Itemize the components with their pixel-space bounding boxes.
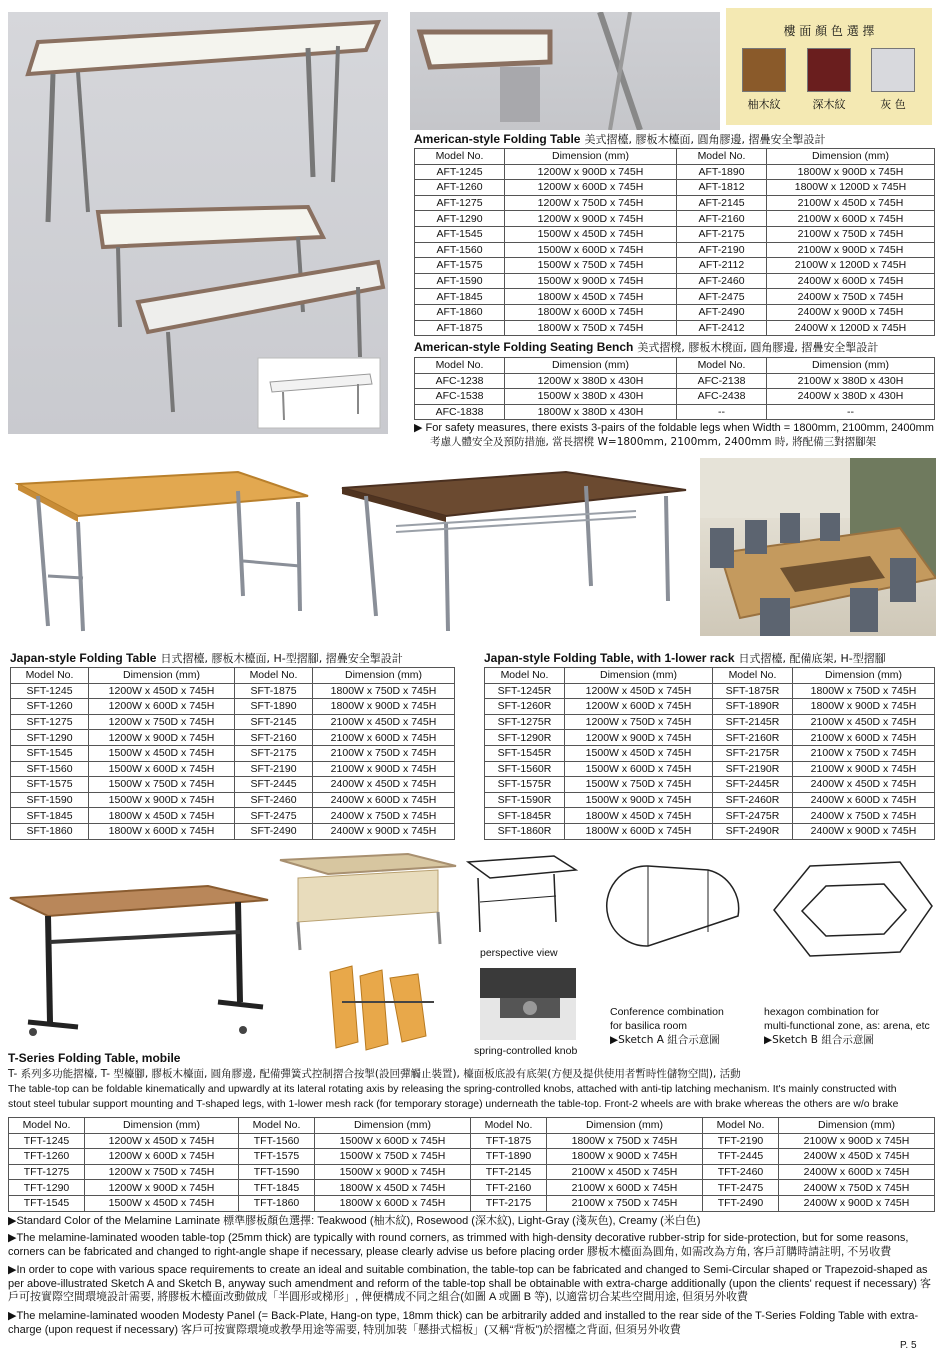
- t-series-table-photo: [8, 872, 270, 1040]
- column-header: Model No.: [415, 149, 505, 165]
- dimension-cell: 1200W x 600D x 745H: [89, 699, 235, 715]
- table-row: [415, 211, 935, 227]
- american-bench-title: American-style Folding Seating Bench 美式摺櫈, 膠板木櫈面, 圓角膠邊, 摺疊安全掣設計: [414, 340, 879, 354]
- column-header: Model No.: [703, 1118, 779, 1134]
- model-no-cell: TFT-1575: [239, 1149, 315, 1165]
- dimension-cell: --: [767, 404, 935, 420]
- table-header-row: [415, 358, 935, 374]
- model-no-cell: --: [677, 404, 767, 420]
- dimension-cell: 2400W x 750D x 745H: [767, 289, 935, 305]
- t-series-desc-en-1: The table-top can be foldable kinematically and upwardly at its lateral rotating axis by releasing the spring-controlled knobs, attached with anti-tip latching mechanism. It's mainly constructed with: [8, 1084, 897, 1095]
- model-no-cell: AFT-2190: [677, 242, 767, 258]
- model-no-cell: AFT-2145: [677, 195, 767, 211]
- model-no-cell: SFT-2160R: [713, 730, 793, 746]
- model-no-cell: SFT-2175R: [713, 745, 793, 761]
- dimension-cell: 1200W x 750D x 745H: [505, 195, 677, 211]
- model-no-cell: SFT-1245: [11, 683, 89, 699]
- column-header: Dimension (mm): [565, 668, 713, 684]
- model-no-cell: AFC-1238: [415, 373, 505, 389]
- table-row: [415, 242, 935, 258]
- table-row: [415, 180, 935, 196]
- sketch-b-hexagon: [760, 856, 936, 972]
- model-no-cell: AFT-1290: [415, 211, 505, 227]
- table-row: [415, 389, 935, 405]
- model-no-cell: SFT-1590: [11, 792, 89, 808]
- dimension-cell: 1800W x 900D x 745H: [793, 699, 935, 715]
- model-no-cell: SFT-2175: [235, 745, 313, 761]
- model-no-cell: AFT-1560: [415, 242, 505, 258]
- gray-swatch: [871, 48, 915, 92]
- model-no-cell: AFT-2490: [677, 304, 767, 320]
- dimension-cell: 2100W x 750D x 745H: [547, 1195, 703, 1211]
- table-header-row: [11, 668, 455, 684]
- model-no-cell: TFT-1290: [9, 1180, 85, 1196]
- dimension-cell: 1500W x 750D x 745H: [89, 777, 235, 793]
- dimension-cell: 1200W x 750D x 745H: [89, 714, 235, 730]
- table-row: [485, 699, 935, 715]
- american-table-title: American-style Folding Table 美式摺檯, 膠板木檯面, 圓角膠邊, 摺疊安全掣設計: [414, 132, 826, 146]
- column-header: Dimension (mm): [85, 1118, 239, 1134]
- model-no-cell: AFT-1545: [415, 226, 505, 242]
- model-no-cell: SFT-1845R: [485, 808, 565, 824]
- dimension-cell: 1200W x 600D x 745H: [565, 699, 713, 715]
- column-header: Dimension (mm): [505, 358, 677, 374]
- column-header: Model No.: [11, 668, 89, 684]
- dimension-cell: 2100W x 900D x 745H: [779, 1133, 935, 1149]
- dimension-cell: 1500W x 380D x 430H: [505, 389, 677, 405]
- model-no-cell: SFT-2445R: [713, 777, 793, 793]
- table-row: [485, 792, 935, 808]
- model-no-cell: TFT-2190: [703, 1133, 779, 1149]
- dimension-cell: 1500W x 450D x 745H: [89, 745, 235, 761]
- table-row: [415, 289, 935, 305]
- japan-table-title: Japan-style Folding Table 日式摺檯, 膠板木檯面, H-型摺腳, 摺疊安全掣設計: [10, 651, 403, 665]
- model-no-cell: SFT-1260: [11, 699, 89, 715]
- table-row: [415, 258, 935, 274]
- table-row: [415, 195, 935, 211]
- dimension-cell: 2400W x 900D x 745H: [779, 1195, 935, 1211]
- dimension-cell: 2100W x 450D x 745H: [547, 1164, 703, 1180]
- japan-table-photo: [8, 466, 328, 636]
- dimension-cell: 1800W x 1200D x 745H: [767, 180, 935, 196]
- table-header-row: [485, 668, 935, 684]
- column-header: Dimension (mm): [767, 149, 935, 165]
- column-header: Dimension (mm): [767, 358, 935, 374]
- model-no-cell: TFT-1860: [239, 1195, 315, 1211]
- model-no-cell: SFT-2475: [235, 808, 313, 824]
- model-no-cell: SFT-1860: [11, 823, 89, 839]
- table-row: [9, 1133, 935, 1149]
- dimension-cell: 1500W x 900D x 745H: [505, 273, 677, 289]
- model-no-cell: AFT-1590: [415, 273, 505, 289]
- table-row: [485, 808, 935, 824]
- dimension-cell: 1800W x 750D x 745H: [547, 1133, 703, 1149]
- dimension-cell: 2100W x 600D x 745H: [793, 730, 935, 746]
- column-header: Dimension (mm): [547, 1118, 703, 1134]
- dimension-cell: 1200W x 600D x 745H: [505, 180, 677, 196]
- round-corner-note: ▶The melamine-laminated wooden table-top (25mm thick) are typically with round corners, as trimmed with high-density decorative rubber-strip for side-protection, but for some reasons, corners can be fabricated and changed to right-angle shape if necessary, please clearly advise us before placing order 膠板木檯面為圓角, 如需改為方角, 客戶訂購時請註明, 不另收費: [8, 1232, 909, 1258]
- dimension-cell: 1800W x 600D x 745H: [315, 1195, 471, 1211]
- american-table-photo: [8, 12, 388, 434]
- japan-rack-title: Japan-style Folding Table, with 1-lower rack 日式摺檯, 配備底架, H-型摺腳: [484, 651, 886, 665]
- perspective-view-caption: perspective view: [480, 947, 558, 959]
- dimension-cell: 1200W x 600D x 745H: [85, 1149, 239, 1165]
- dimension-cell: 1800W x 900D x 745H: [313, 699, 455, 715]
- dimension-cell: 2100W x 900D x 745H: [793, 761, 935, 777]
- dimension-cell: 1200W x 900D x 745H: [565, 730, 713, 746]
- t-series-spec-table: [8, 1117, 935, 1212]
- model-no-cell: TFT-1890: [471, 1149, 547, 1165]
- table-corner-photo: [410, 12, 720, 130]
- table-row: [11, 683, 455, 699]
- dimension-cell: 2100W x 750D x 745H: [313, 745, 455, 761]
- model-no-cell: SFT-1875R: [713, 683, 793, 699]
- table-row: [9, 1195, 935, 1211]
- table-header-row: [9, 1118, 935, 1134]
- modesty-panel-note: ▶The melamine-laminated wooden Modesty Panel (= Back-Plate, Hang-on type, 18mm thick) can be arbitrarily added and installed to the rear side of the T-Series Folding Table with extra-charge (upon request if necessary) 客戶可按實際環境或教學用途等需要, 特別加裝「懸掛式檔板」(又稱“背板”)於摺檯之背面, 但須另外收費: [8, 1310, 919, 1336]
- model-no-cell: AFT-1575: [415, 258, 505, 274]
- model-no-cell: SFT-2190R: [713, 761, 793, 777]
- model-no-cell: AFT-1860: [415, 304, 505, 320]
- teakwood-label: 柚木紋: [747, 98, 781, 111]
- dimension-cell: 2100W x 450D x 745H: [793, 714, 935, 730]
- dimension-cell: 1200W x 450D x 745H: [565, 683, 713, 699]
- model-no-cell: TFT-2160: [471, 1180, 547, 1196]
- dimension-cell: 2400W x 750D x 745H: [779, 1180, 935, 1196]
- column-header: Dimension (mm): [505, 149, 677, 165]
- dimension-cell: 2100W x 900D x 745H: [313, 761, 455, 777]
- table-row: [9, 1149, 935, 1165]
- column-header: Model No.: [235, 668, 313, 684]
- model-no-cell: SFT-2460: [235, 792, 313, 808]
- model-no-cell: AFT-2175: [677, 226, 767, 242]
- bench-safety-note-zh: 考慮人體安全及預防措施, 當長摺櫈 W=1800mm, 2100mm, 2400mm 時, 將配備三對摺腳架: [430, 436, 877, 448]
- model-no-cell: SFT-2445: [235, 777, 313, 793]
- dimension-cell: 1500W x 900D x 745H: [565, 792, 713, 808]
- dimension-cell: 1500W x 750D x 745H: [505, 258, 677, 274]
- table-row: [11, 823, 455, 839]
- column-header: Model No.: [239, 1118, 315, 1134]
- table-row: [11, 777, 455, 793]
- table-row: [415, 304, 935, 320]
- teakwood-swatch: [742, 48, 786, 92]
- dimension-cell: 2100W x 450D x 745H: [313, 714, 455, 730]
- spring-knob-caption: spring-controlled knob: [474, 1045, 578, 1057]
- model-no-cell: AFC-2138: [677, 373, 767, 389]
- japan-rack-spec-table: [484, 667, 935, 840]
- table-row: [11, 699, 455, 715]
- dimension-cell: 2400W x 600D x 745H: [313, 792, 455, 808]
- model-no-cell: AFT-2460: [677, 273, 767, 289]
- model-no-cell: TFT-2445: [703, 1149, 779, 1165]
- column-header: Dimension (mm): [315, 1118, 471, 1134]
- dimension-cell: 1800W x 750D x 745H: [793, 683, 935, 699]
- table-row: [415, 373, 935, 389]
- model-no-cell: SFT-1560: [11, 761, 89, 777]
- table-row: [415, 226, 935, 242]
- table-row: [11, 792, 455, 808]
- table-row: [485, 745, 935, 761]
- dimension-cell: 1800W x 450D x 745H: [315, 1180, 471, 1196]
- folded-tables-photo: [322, 962, 444, 1052]
- dimension-cell: 2100W x 380D x 430H: [767, 373, 935, 389]
- table-row: [415, 164, 935, 180]
- t-series-desc-zh: T- 系列多功能摺檯, T- 型檯腳, 膠板木檯面, 圓角膠邊, 配備彈簧式控制摺合按掣(設回彈觸止裝置), 檯面板底設有底架(方便及提供使用者暫時性儲物空間), 活動: [8, 1068, 741, 1080]
- table-row: [485, 761, 935, 777]
- color-options-box: [726, 8, 932, 125]
- dimension-cell: 2100W x 600D x 745H: [767, 211, 935, 227]
- model-no-cell: TFT-1545: [9, 1195, 85, 1211]
- dimension-cell: 2400W x 900D x 745H: [793, 823, 935, 839]
- dimension-cell: 1500W x 900D x 745H: [315, 1164, 471, 1180]
- japan-table-spec-table: [10, 667, 455, 840]
- dimension-cell: 1500W x 600D x 745H: [565, 761, 713, 777]
- dimension-cell: 1800W x 900D x 745H: [547, 1149, 703, 1165]
- model-no-cell: AFC-1838: [415, 404, 505, 420]
- dimension-cell: 1800W x 600D x 745H: [89, 823, 235, 839]
- standard-color-note: ▶Standard Color of the Melamine Laminate 標準膠板顏色選擇: Teakwood (柚木紋), Rosewood (深木紋), Light-Gray (淺灰色), Creamy (米白色): [8, 1215, 701, 1227]
- model-no-cell: TFT-2475: [703, 1180, 779, 1196]
- dimension-cell: 2400W x 450D x 745H: [313, 777, 455, 793]
- table-row: [485, 823, 935, 839]
- model-no-cell: TFT-1275: [9, 1164, 85, 1180]
- column-header: Dimension (mm): [89, 668, 235, 684]
- dimension-cell: 2100W x 750D x 745H: [793, 745, 935, 761]
- dimension-cell: 1500W x 450D x 745H: [505, 226, 677, 242]
- model-no-cell: SFT-1290: [11, 730, 89, 746]
- table-row: [415, 320, 935, 336]
- model-no-cell: AFT-1245: [415, 164, 505, 180]
- dimension-cell: 2400W x 450D x 745H: [793, 777, 935, 793]
- model-no-cell: AFT-1875: [415, 320, 505, 336]
- dimension-cell: 1800W x 450D x 745H: [505, 289, 677, 305]
- model-no-cell: SFT-2475R: [713, 808, 793, 824]
- dimension-cell: 2400W x 900D x 745H: [313, 823, 455, 839]
- model-no-cell: AFC-2438: [677, 389, 767, 405]
- column-header: Model No.: [713, 668, 793, 684]
- model-no-cell: SFT-2460R: [713, 792, 793, 808]
- rosewood-label: 深木紋: [812, 98, 846, 111]
- model-no-cell: AFT-2475: [677, 289, 767, 305]
- sketch-b-caption-line2: multi-functional zone, as: arena, etc: [764, 1020, 930, 1032]
- table-row: [11, 714, 455, 730]
- t-series-title: T-Series Folding Table, mobile: [8, 1051, 181, 1065]
- model-no-cell: TFT-2145: [471, 1164, 547, 1180]
- bench-safety-note-en: ▶ For safety measures, there exists 3-pairs of the foldable legs when Width = 1800mm, 2100mm, 2400mm: [414, 422, 934, 434]
- dimension-cell: 2400W x 750D x 745H: [793, 808, 935, 824]
- conference-room-photo: [700, 458, 936, 636]
- column-header: Model No.: [485, 668, 565, 684]
- table-row: [11, 761, 455, 777]
- dimension-cell: 1500W x 750D x 745H: [565, 777, 713, 793]
- model-no-cell: AFT-2412: [677, 320, 767, 336]
- table-row: [9, 1164, 935, 1180]
- dimension-cell: 1200W x 450D x 745H: [89, 683, 235, 699]
- dimension-cell: 2400W x 900D x 745H: [767, 304, 935, 320]
- dimension-cell: 1800W x 450D x 745H: [565, 808, 713, 824]
- model-no-cell: AFT-2160: [677, 211, 767, 227]
- model-no-cell: SFT-1245R: [485, 683, 565, 699]
- dimension-cell: 1200W x 380D x 430H: [505, 373, 677, 389]
- dimension-cell: 1200W x 900D x 745H: [89, 730, 235, 746]
- model-no-cell: SFT-1260R: [485, 699, 565, 715]
- modesty-panel-photo: [278, 852, 458, 957]
- t-series-desc-en-2: stout steel tubular support mounting and T-shaped legs, with 1-lower mesh rack (for temporary storage) underneath the table-top. Front-2 wheels are with brake whereas the others are w/o brake: [8, 1099, 899, 1110]
- perspective-view-sketch: [464, 852, 580, 944]
- dimension-cell: 1800W x 900D x 745H: [767, 164, 935, 180]
- dimension-cell: 2400W x 600D x 745H: [793, 792, 935, 808]
- model-no-cell: SFT-1590R: [485, 792, 565, 808]
- dimension-cell: 1200W x 900D x 745H: [505, 164, 677, 180]
- table-row: [485, 730, 935, 746]
- dimension-cell: 1800W x 600D x 745H: [505, 304, 677, 320]
- dimension-cell: 1800W x 750D x 745H: [505, 320, 677, 336]
- model-no-cell: TFT-1590: [239, 1164, 315, 1180]
- dimension-cell: 2400W x 750D x 745H: [313, 808, 455, 824]
- dimension-cell: 1200W x 750D x 745H: [85, 1164, 239, 1180]
- sketch-a-caption-line3: ▶Sketch A 組合示意圖: [610, 1034, 720, 1046]
- dimension-cell: 2100W x 450D x 745H: [767, 195, 935, 211]
- gray-label: 灰 色: [880, 98, 906, 111]
- dimension-cell: 2100W x 600D x 745H: [547, 1180, 703, 1196]
- model-no-cell: SFT-1890: [235, 699, 313, 715]
- column-header: Model No.: [471, 1118, 547, 1134]
- dimension-cell: 2400W x 450D x 745H: [779, 1149, 935, 1165]
- table-row: [485, 683, 935, 699]
- page-number: P. 5: [900, 1340, 917, 1351]
- dimension-cell: 2400W x 600D x 745H: [767, 273, 935, 289]
- model-no-cell: AFT-2112: [677, 258, 767, 274]
- dimension-cell: 1500W x 450D x 745H: [85, 1195, 239, 1211]
- model-no-cell: SFT-2190: [235, 761, 313, 777]
- model-no-cell: AFT-1275: [415, 195, 505, 211]
- model-no-cell: AFC-1538: [415, 389, 505, 405]
- column-header: Dimension (mm): [313, 668, 455, 684]
- table-row: [485, 777, 935, 793]
- model-no-cell: SFT-1875: [235, 683, 313, 699]
- dimension-cell: 1200W x 900D x 745H: [85, 1180, 239, 1196]
- model-no-cell: AFT-1812: [677, 180, 767, 196]
- sketch-b-caption-line3: ▶Sketch B 組合示意圖: [764, 1034, 874, 1046]
- dimension-cell: 2100W x 900D x 745H: [767, 242, 935, 258]
- model-no-cell: SFT-1845: [11, 808, 89, 824]
- dimension-cell: 1500W x 750D x 745H: [315, 1149, 471, 1165]
- table-row: [9, 1180, 935, 1196]
- model-no-cell: AFT-1890: [677, 164, 767, 180]
- table-row: [415, 404, 935, 420]
- american-bench-spec-table: [414, 357, 935, 420]
- dimension-cell: 2100W x 600D x 745H: [313, 730, 455, 746]
- dimension-cell: 2100W x 1200D x 745H: [767, 258, 935, 274]
- dimension-cell: 1500W x 600D x 745H: [89, 761, 235, 777]
- dimension-cell: 1200W x 900D x 745H: [505, 211, 677, 227]
- model-no-cell: SFT-1560R: [485, 761, 565, 777]
- model-no-cell: SFT-1275: [11, 714, 89, 730]
- spring-knob-photo: [480, 968, 576, 1040]
- model-no-cell: AFT-1845: [415, 289, 505, 305]
- model-no-cell: SFT-1575R: [485, 777, 565, 793]
- model-no-cell: TFT-1875: [471, 1133, 547, 1149]
- dimension-cell: 1500W x 900D x 745H: [89, 792, 235, 808]
- dimension-cell: 1800W x 380D x 430H: [505, 404, 677, 420]
- dimension-cell: 1800W x 750D x 745H: [313, 683, 455, 699]
- sketch-a-conference: [588, 856, 756, 956]
- model-no-cell: SFT-2490: [235, 823, 313, 839]
- table-row: [11, 745, 455, 761]
- dimension-cell: 2400W x 1200D x 745H: [767, 320, 935, 336]
- column-header: Model No.: [677, 358, 767, 374]
- model-no-cell: SFT-2490R: [713, 823, 793, 839]
- table-row: [11, 808, 455, 824]
- model-no-cell: TFT-2460: [703, 1164, 779, 1180]
- sketch-b-caption-line1: hexagon combination for: [764, 1006, 879, 1018]
- dimension-cell: 1800W x 450D x 745H: [89, 808, 235, 824]
- model-no-cell: TFT-1845: [239, 1180, 315, 1196]
- column-header: Model No.: [9, 1118, 85, 1134]
- model-no-cell: TFT-2490: [703, 1195, 779, 1211]
- dimension-cell: 2400W x 380D x 430H: [767, 389, 935, 405]
- model-no-cell: TFT-1560: [239, 1133, 315, 1149]
- dimension-cell: 1200W x 450D x 745H: [85, 1133, 239, 1149]
- model-no-cell: TFT-2175: [471, 1195, 547, 1211]
- table-header-row: [415, 149, 935, 165]
- dimension-cell: 1800W x 600D x 745H: [565, 823, 713, 839]
- model-no-cell: TFT-1245: [9, 1133, 85, 1149]
- color-options-title: 樓 面 顏 色 選 擇: [783, 24, 875, 38]
- semi-circular-note: ▶In order to cope with various space requirements to create an ideal and suitable combination, the table-top can be fabricated and changed to Semi-Circular shaped or Trapezoid-shaped as per above-illustrated Sketch A and Sketch B, anyway such amendment and reform of the table-top shall be obtainable with extra-charge additionally (upon the clients' request if necessary) 客戶可按實際空間環境設計需要, 將膠板木檯面改動做成「半圓形或梯形」, 俾便構成不同之組合(如圖 A 或圖 B 等), 以適當切合某些空間用途, 但須另外收費: [8, 1264, 931, 1303]
- model-no-cell: SFT-2160: [235, 730, 313, 746]
- model-no-cell: AFT-1260: [415, 180, 505, 196]
- model-no-cell: SFT-2145R: [713, 714, 793, 730]
- model-no-cell: TFT-1260: [9, 1149, 85, 1165]
- sketch-a-caption-line1: Conference combination: [610, 1006, 724, 1018]
- column-header: Model No.: [415, 358, 505, 374]
- model-no-cell: SFT-1575: [11, 777, 89, 793]
- dimension-cell: 1500W x 600D x 745H: [315, 1133, 471, 1149]
- model-no-cell: SFT-1860R: [485, 823, 565, 839]
- table-row: [415, 273, 935, 289]
- model-no-cell: SFT-1275R: [485, 714, 565, 730]
- model-no-cell: SFT-1890R: [713, 699, 793, 715]
- column-header: Dimension (mm): [793, 668, 935, 684]
- dimension-cell: 1500W x 600D x 745H: [505, 242, 677, 258]
- model-no-cell: SFT-1290R: [485, 730, 565, 746]
- japan-rack-table-photo: [336, 466, 696, 636]
- american-table-spec-table: [414, 148, 935, 336]
- column-header: Dimension (mm): [779, 1118, 935, 1134]
- table-row: [11, 730, 455, 746]
- model-no-cell: SFT-2145: [235, 714, 313, 730]
- model-no-cell: SFT-1545R: [485, 745, 565, 761]
- dimension-cell: 1500W x 450D x 745H: [565, 745, 713, 761]
- dimension-cell: 2100W x 750D x 745H: [767, 226, 935, 242]
- dimension-cell: 1200W x 750D x 745H: [565, 714, 713, 730]
- model-no-cell: SFT-1545: [11, 745, 89, 761]
- dimension-cell: 2400W x 600D x 745H: [779, 1164, 935, 1180]
- sketch-a-caption-line2: for basilica room: [610, 1020, 688, 1032]
- rosewood-swatch: [807, 48, 851, 92]
- table-row: [485, 714, 935, 730]
- column-header: Model No.: [677, 149, 767, 165]
